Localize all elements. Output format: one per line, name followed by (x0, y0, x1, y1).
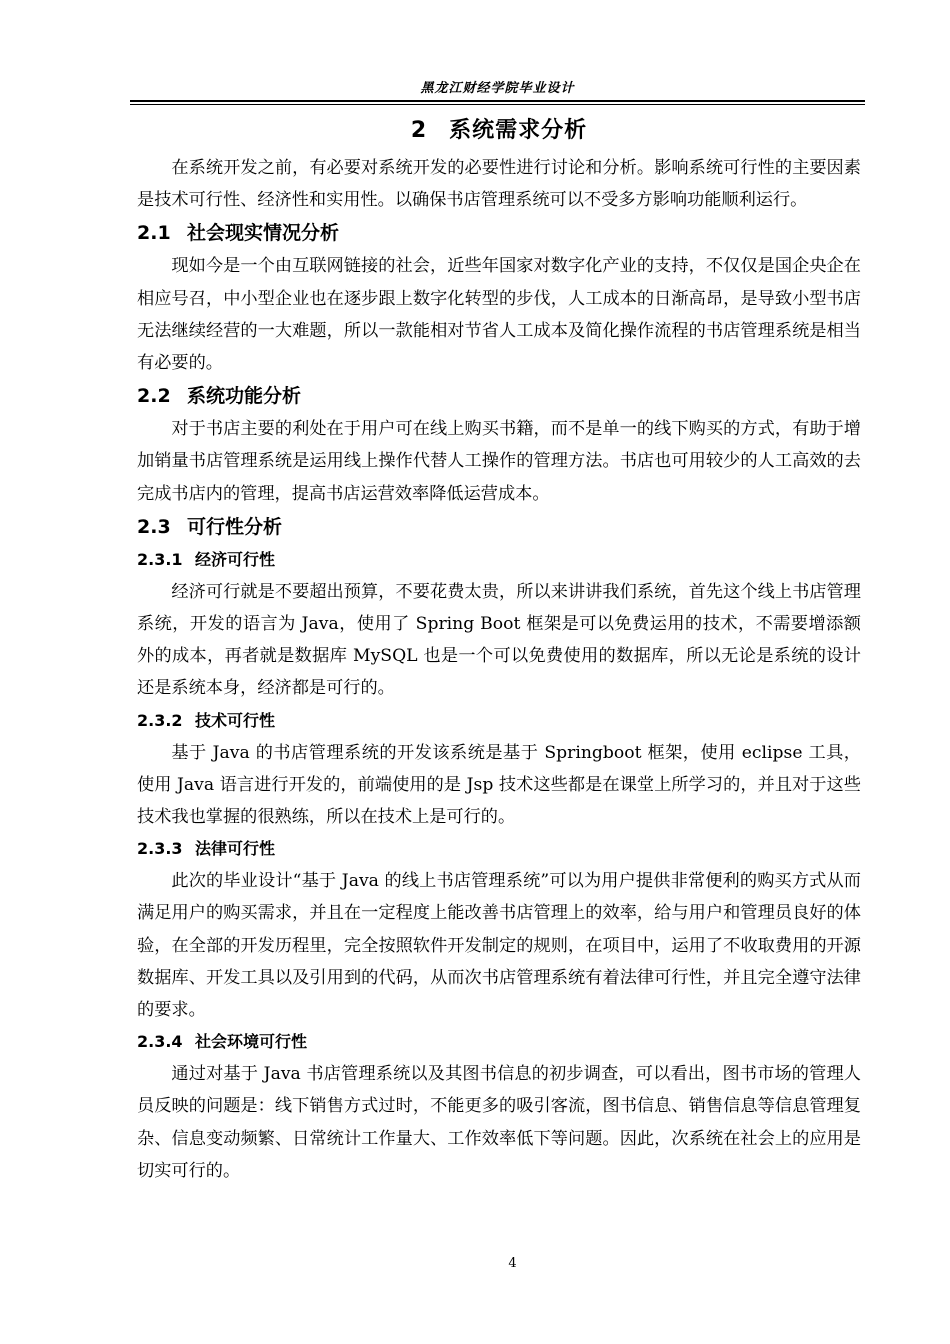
subsection-2-3-1-paragraph: 经济可行就是不要超出预算，不要花费太贵，所以来讲讲我们系统，首先这个线上书店管理系统，开发的语言为 Java，使用了 Spring Boot 框架是可以免费运用的技术，不需要增添额外的成本，再者就是数据库 MySQL 也是一个可以免费使用的数据库，所以无论是系统的设计还是系统本身，经济都是可行的。 (137, 581, 861, 699)
subsection-2-3-2-paragraph: 基于 Java 的书店管理系统的开发该系统是基于 Springboot 框架，使用 eclipse 工具，使用 Java 语言进行开发的，前端使用的是 Jsp 技术这些都是在课堂上所学习的，并且对于这些技术我也掌握的很熟练，所以在技术上是可行的。 (137, 742, 861, 828)
section-number: 2.1 (137, 222, 171, 245)
document-body (137, 112, 861, 1187)
section-heading-2-1 (137, 216, 861, 250)
section-title: 社会现实情况分析 (187, 222, 340, 245)
subsection-heading-2-3-3 (137, 833, 861, 865)
section-title: 系统功能分析 (187, 385, 302, 408)
chapter-number: 2 (410, 118, 428, 143)
subsection-heading-2-3-1 (137, 544, 861, 576)
chapter-title (137, 112, 861, 150)
page-number: 4 (508, 1256, 517, 1271)
section-heading-2-2 (137, 379, 861, 413)
header-rule-thick (130, 100, 865, 102)
subsection-number: 2.3.1 (137, 549, 183, 569)
subsection-title: 经济可行性 (195, 549, 276, 569)
subsection-heading-2-3-4 (137, 1026, 861, 1058)
section-number: 2.3 (137, 515, 171, 538)
page-header: 黑龙江财经学院毕业设计 (420, 81, 575, 96)
intro-paragraph: 在系统开发之前，有必要对系统开发的必要性进行讨论和分析。影响系统可行性的主要因素是技术可行性、经济性和实用性。以确保书店管理系统可以不受多方影响功能顺利运行。 (137, 158, 861, 211)
subsection-title: 社会环境可行性 (195, 1032, 308, 1052)
section-2-1-paragraph: 现如今是一个由互联网链接的社会，近些年国家对数字化产业的支持，不仅仅是国企央企在相应号召，中小型企业也在逐步跟上数字化转型的步伐，人工成本的日渐高昂，是导致小型书店无法继续经营的一大难题，所以一款能相对节省人工成本及简化操作流程的书店管理系统是相当有必要的。 (137, 256, 861, 374)
subsection-number: 2.3.3 (137, 839, 183, 859)
subsection-title: 法律可行性 (195, 839, 276, 859)
subsection-heading-2-3-2 (137, 705, 861, 737)
section-2-2-paragraph: 对于书店主要的利处在于用户可在线上购买书籍，而不是单一的线下购买的方式，有助于增加销量书店管理系统是运用线上操作代替人工操作的管理方法。书店也可用较少的人工高效的去完成书店内的管理，提高书店运营效率降低运营成本。 (137, 419, 861, 504)
section-heading-2-3 (137, 510, 861, 544)
subsection-2-3-4-paragraph: 通过对基于 Java 书店管理系统以及其图书信息的初步调查，可以看出，图书市场的管理人员反映的问题是：线下销售方式过时，不能更多的吸引客流，图书信息、销售信息等信息管理复杂、信息变动频繁、日常统计工作量大、工作效率低下等问题。因此，次系统在社会上的应用是切实可行的。 (137, 1064, 861, 1181)
subsection-number: 2.3.4 (137, 1032, 183, 1052)
header-rule-thin (130, 104, 865, 105)
subsection-number: 2.3.2 (137, 710, 183, 730)
section-title: 可行性分析 (187, 515, 283, 538)
section-number: 2.2 (137, 385, 171, 408)
subsection-title: 技术可行性 (195, 710, 276, 730)
subsection-2-3-3-paragraph: 此次的毕业设计“基于 Java 的线上书店管理系统”可以为用户提供非常便利的购买方式从而满足用户的购买需求，并且在一定程度上能改善书店管理上的效率，给与用户和管理员良好的体验，在全部的开发历程里，完全按照软件开发制定的规则，在项目中，运用了不收取费用的开源数据库、开发工具以及引用到的代码，从而次书店管理系统有着法律可行性，并且完全遵守法律的要求。 (137, 871, 861, 1021)
chapter-title-text: 系统需求分析 (449, 118, 588, 143)
